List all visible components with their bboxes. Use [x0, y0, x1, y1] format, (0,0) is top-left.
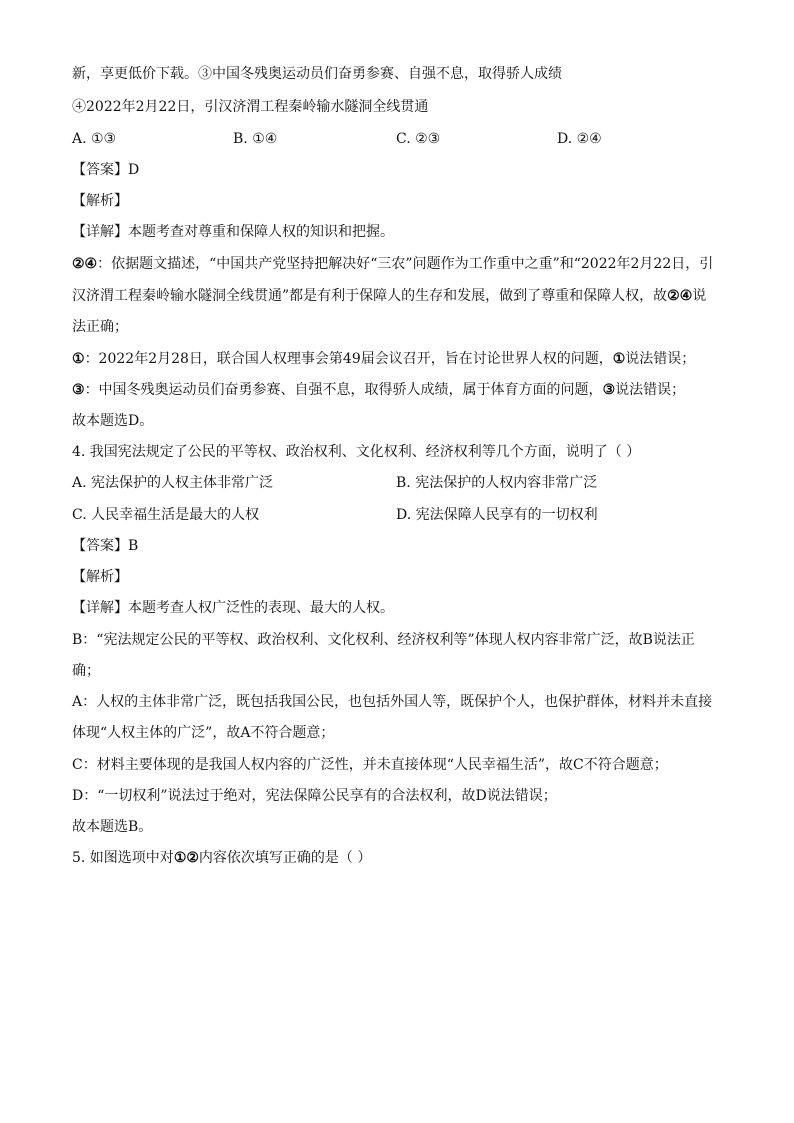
marker: ②④: [72, 256, 98, 272]
q4-stem: 4. 我国宪法规定了公民的平等权、政治权利、文化权利、经济权利等几个方面，说明了（ ）: [72, 444, 641, 460]
marker: ②④: [667, 288, 693, 304]
answer-value: D: [128, 162, 140, 178]
q3-analysis-label: 【解析】: [72, 193, 128, 209]
q4-answer: [72, 536, 720, 556]
detail-label: 【详解】: [72, 600, 128, 616]
marker: ①②: [173, 850, 199, 866]
q3-stem-tail-1: 新，享更低价下载。③中国冬残奥运动员们奋勇参赛、自强不息，取得骄人成绩: [72, 66, 562, 82]
detail-label: 【详解】: [72, 224, 128, 240]
text: ：依据题文描述，“中国共产党坚持把解决好“三农”问题作为工作重中之重”和“2022年2月22日，引: [97, 256, 714, 272]
q3-para2: [72, 349, 720, 369]
text: 说法错误；: [615, 382, 686, 398]
text: 内容依次填写正确的是（ ）: [198, 850, 372, 866]
marker: ③: [602, 382, 616, 398]
q4-conclusion: 故本题选B。: [72, 819, 153, 835]
q4-a-line2: 体现“人权主体的广泛”，故A不符合题意；: [72, 725, 335, 741]
text: 5. 如图选项中对: [72, 850, 174, 866]
text: 汉济渭工程秦岭输水隧洞全线贯通”都是有利于保障人的生存和发展，做到了尊重和保障人权，故: [72, 288, 668, 304]
q4-option-d: D. 宪法保障人民享有的一切权利: [396, 507, 598, 523]
q4-d-line: D：“一切权利”说法过于绝对，宪法保障公民享有的合法权利，故D说法错误；: [72, 788, 557, 804]
text: ：2022年2月28日，联合国人权理事会第49届会议召开，旨在讨论世界人权的问题，: [84, 351, 613, 367]
marker: ③: [72, 382, 85, 398]
q3-option-c: C. ②③: [396, 131, 441, 147]
q3-para1-line3: 法正确；: [72, 319, 128, 335]
q3-option-b: B. ①④: [233, 131, 278, 147]
q3-para3: [72, 380, 720, 400]
q4-b-line1: B：“宪法规定公民的平等权、政治权利、文化权利、经济权利等”体现人权内容非常广泛，故B说法正: [72, 632, 695, 648]
q3-answer: [72, 160, 720, 180]
q3-detail: [72, 222, 720, 242]
text: ：中国冬残奥运动员们奋勇参赛、自强不息，取得骄人成绩，属于体育方面的问题，: [84, 382, 603, 398]
text: 说法错误；: [625, 351, 696, 367]
detail-intro: 本题考查人权广泛性的表现、最大的人权。: [128, 600, 394, 616]
marker: ①: [72, 351, 85, 367]
q4-detail: [72, 598, 720, 618]
q4-a-line1: A：人权的主体非常广泛，既包括我国公民，也包括外国人等，既保护个人，也保护群体，材料并未直接: [72, 694, 713, 710]
q3-option-d: D. ②④: [557, 131, 602, 147]
q4-b-line2: 确；: [72, 663, 100, 679]
q4-option-c: C. 人民幸福生活是最大的人权: [72, 507, 260, 523]
answer-label: 【答案】: [72, 538, 128, 554]
q5-stem: [72, 848, 720, 868]
answer-value: B: [128, 538, 139, 554]
q3-para1-line2: [72, 286, 720, 306]
marker: ①: [612, 351, 626, 367]
answer-label: 【答案】: [72, 162, 128, 178]
q3-stem-tail-2: ④2022年2月22日，引汉济渭工程秦岭输水隧洞全线贯通: [72, 99, 429, 115]
text: 说: [692, 288, 707, 304]
q3-option-a: A. ①③: [72, 131, 117, 147]
q3-para1-line1: [72, 254, 720, 274]
q4-option-a: A. 宪法保护的人权主体非常广泛: [72, 475, 274, 491]
detail-intro: 本题考查对尊重和保障人权的知识和把握。: [128, 224, 394, 240]
q4-c-line: C：材料主要体现的是我国人权内容的广泛性，并未直接体现“人民幸福生活”，故C不符合题意；: [72, 757, 668, 773]
q4-analysis-label: 【解析】: [72, 569, 128, 585]
q4-option-b: B. 宪法保护的人权内容非常广泛: [396, 475, 598, 491]
q3-conclusion: 故本题选D。: [72, 413, 154, 429]
